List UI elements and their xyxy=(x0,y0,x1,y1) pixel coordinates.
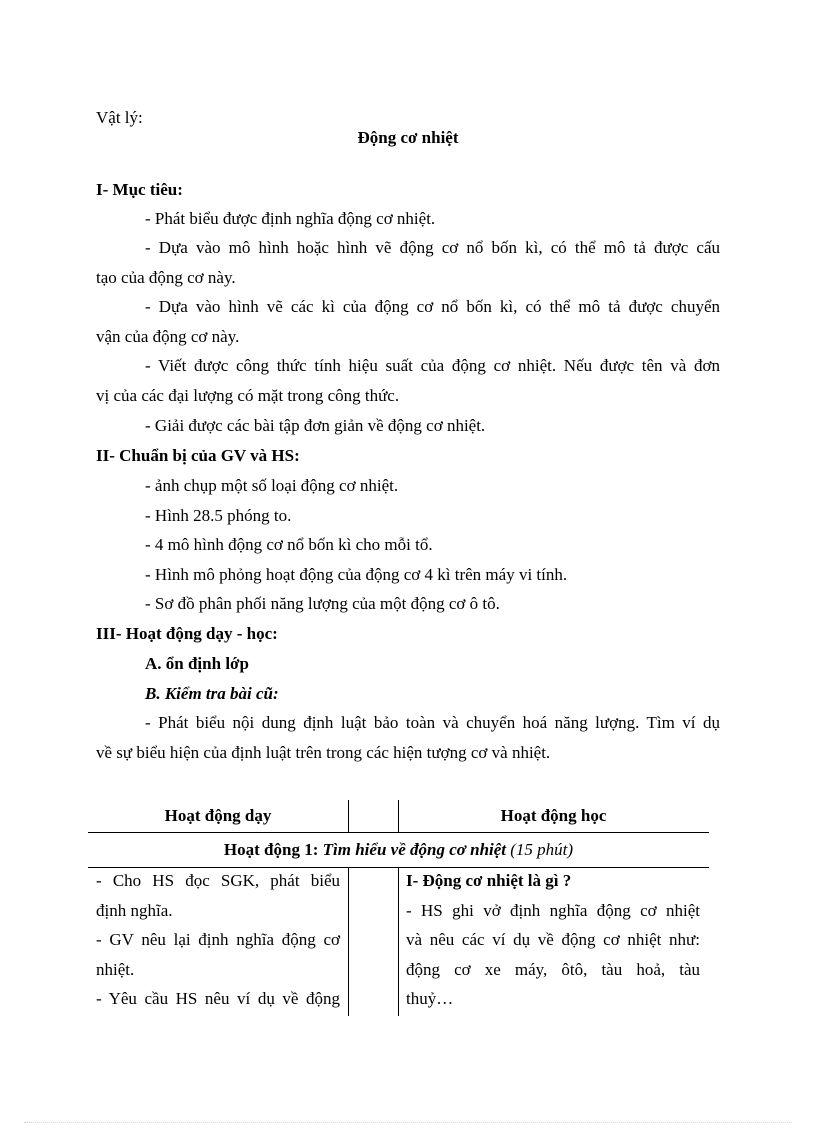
objective-item-continued: vận của động cơ này. xyxy=(96,327,240,346)
objective-item: - Giải được các bài tập đơn giản về động cơ nhiệt. xyxy=(145,416,486,435)
table-header-learning: Hoạt động học xyxy=(500,806,607,825)
learning-heading: I- Động cơ nhiệt là gì ? xyxy=(406,871,572,890)
objective-item: - Phát biểu được định nghĩa động cơ nhiệt. xyxy=(145,209,436,228)
table-divider xyxy=(398,867,399,1016)
learning-step-continued: thuỷ… xyxy=(406,989,454,1008)
activity-row xyxy=(88,840,709,860)
learning-step: và nêu các ví dụ về động cơ nhiệt như: xyxy=(406,930,700,949)
objective-item: - Viết được công thức tính hiệu suất của động cơ nhiệt. Nếu được tên và đơn xyxy=(145,356,720,375)
teaching-step: - Cho HS đọc SGK, phát biểu xyxy=(96,871,340,890)
learning-step: - HS ghi vở định nghĩa động cơ nhiệt xyxy=(406,901,700,920)
learning-step: động cơ xe máy, ôtô, tàu hoả, tàu xyxy=(406,960,700,979)
objective-item-continued: tạo của động cơ này. xyxy=(96,268,236,287)
table-divider xyxy=(398,800,399,832)
preparation-item: - Sơ đồ phân phối năng lượng của một động cơ ô tô. xyxy=(145,594,500,613)
section-heading-activities: III- Hoạt động dạy - học: xyxy=(96,624,278,643)
teaching-step: - Yêu cầu HS nêu ví dụ về động xyxy=(96,989,340,1008)
table-divider xyxy=(348,800,349,832)
subject-label: Vật lý: xyxy=(96,108,143,127)
page-title: Động cơ nhiệt xyxy=(357,128,459,147)
objective-item-continued: vị của các đại lượng có mặt trong công thức. xyxy=(96,386,400,405)
subheading-class-order: A. ổn định lớp xyxy=(145,654,249,673)
table-divider xyxy=(348,867,349,1016)
activity-label: Hoạt động 1: xyxy=(223,840,323,859)
review-question: - Phát biểu nội dung định luật bảo toàn và chuyển hoá năng lượng. Tìm ví dụ xyxy=(145,713,720,732)
preparation-item: - Hình 28.5 phóng to. xyxy=(145,506,292,525)
objective-item: - Dựa vào mô hình hoặc hình vẽ động cơ nổ bốn kì, có thể mô tả được cấu xyxy=(145,238,720,257)
objective-item: - Dựa vào hình vẽ các kì của động cơ nổ bốn kì, có thể mô tả được chuyển xyxy=(145,297,720,316)
activity-name: Tìm hiểu về động cơ nhiệt xyxy=(322,840,507,859)
section-heading-objectives: I- Mục tiêu: xyxy=(96,180,183,199)
preparation-item: - ảnh chụp một số loại động cơ nhiệt. xyxy=(145,476,399,495)
preparation-item: - 4 mô hình động cơ nổ bốn kì cho mỗi tổ. xyxy=(145,535,433,554)
review-question-continued: về sự biểu hiện của định luật trên trong các hiện tượng cơ và nhiệt. xyxy=(96,743,551,762)
teaching-step-continued: nhiệt. xyxy=(96,960,135,979)
teaching-step: - GV nêu lại định nghĩa động cơ xyxy=(96,930,340,949)
activity-duration: (15 phút) xyxy=(506,840,574,859)
subheading-old-lesson-check: B. Kiểm tra bài cũ: xyxy=(145,684,279,703)
teaching-step-continued: định nghĩa. xyxy=(96,901,173,920)
table-header-teaching: Hoạt động dạy xyxy=(164,806,272,825)
section-heading-preparation: II- Chuẩn bị của GV và HS: xyxy=(96,446,300,465)
preparation-item: - Hình mô phỏng hoạt động của động cơ 4 kì trên máy vi tính. xyxy=(145,565,568,584)
table-rule xyxy=(88,832,709,833)
